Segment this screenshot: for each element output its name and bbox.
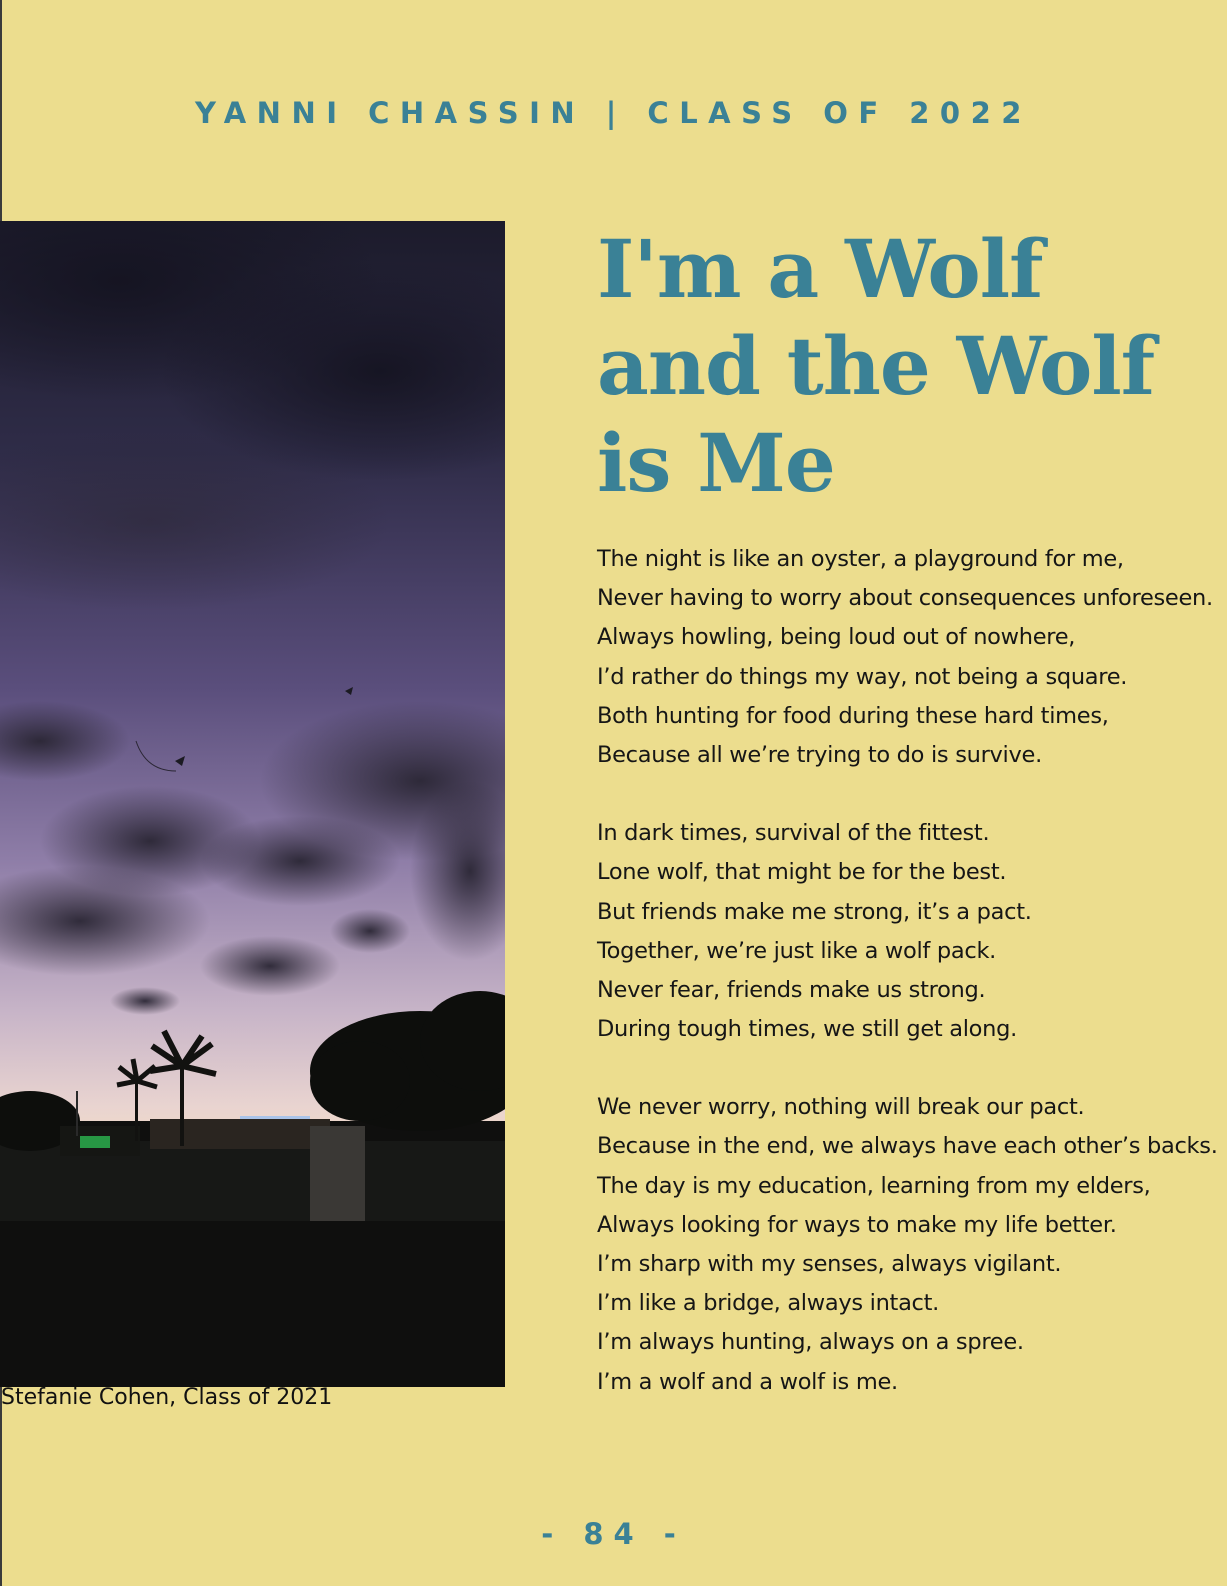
- poem-line: The day is my education, learning from my elders,: [597, 1172, 1151, 1199]
- poem-line: I’m always hunting, always on a spree.: [597, 1329, 1024, 1356]
- poem-title-line: is Me: [597, 416, 835, 510]
- poem-line: Always looking for ways to make my life better.: [597, 1211, 1117, 1238]
- sunset-photo: [0, 221, 505, 1387]
- poem-title-line: I'm a Wolf: [597, 222, 1043, 316]
- poem-title-line: and the Wolf: [597, 319, 1155, 413]
- poem-line: During tough times, we still get along.: [597, 1016, 1017, 1043]
- sunset-photo-image: [0, 221, 505, 1387]
- poem-line: Always howling, being loud out of nowhere,: [597, 624, 1076, 651]
- poem-line: Never having to worry about consequences unforeseen.: [597, 585, 1213, 612]
- poem-line: But friends make me strong, it’s a pact.: [597, 898, 1032, 925]
- photo-caption: Stefanie Cohen, Class of 2021: [1, 1385, 333, 1410]
- poem-line: Because all we’re trying to do is survive.: [597, 741, 1042, 768]
- poem-title: [597, 221, 1217, 512]
- poem-stanza: [597, 1088, 1222, 1402]
- poem-line: Lone wolf, that might be for the best.: [597, 859, 1007, 886]
- poem-line: I’m sharp with my senses, always vigilant.: [597, 1251, 1062, 1277]
- poem-line: I’m a wolf and a wolf is me.: [597, 1368, 898, 1395]
- poem-line: I’d rather do things my way, not being a square.: [597, 663, 1128, 690]
- poem-line: Together, we’re just like a wolf pack.: [597, 937, 997, 964]
- poem-line: Both hunting for food during these hard times,: [597, 702, 1109, 729]
- page-number: - 84 -: [541, 1517, 686, 1551]
- poem-line: I’m like a bridge, always intact.: [597, 1290, 940, 1317]
- poem-body: [597, 540, 1222, 1441]
- poem-line: Never fear, friends make us strong.: [597, 976, 986, 1003]
- poem-line: Because in the end, we always have each other’s backs.: [597, 1133, 1218, 1160]
- page-header: YANNI CHASSIN | CLASS OF 2022: [195, 96, 1032, 130]
- poem-line: The night is like an oyster, a playground for me,: [597, 546, 1124, 572]
- poem-stanza: [597, 540, 1222, 775]
- poem-stanza: [597, 814, 1222, 1049]
- poem-line: In dark times, survival of the fittest.: [597, 820, 990, 847]
- poem-line: We never worry, nothing will break our pact.: [597, 1094, 1085, 1121]
